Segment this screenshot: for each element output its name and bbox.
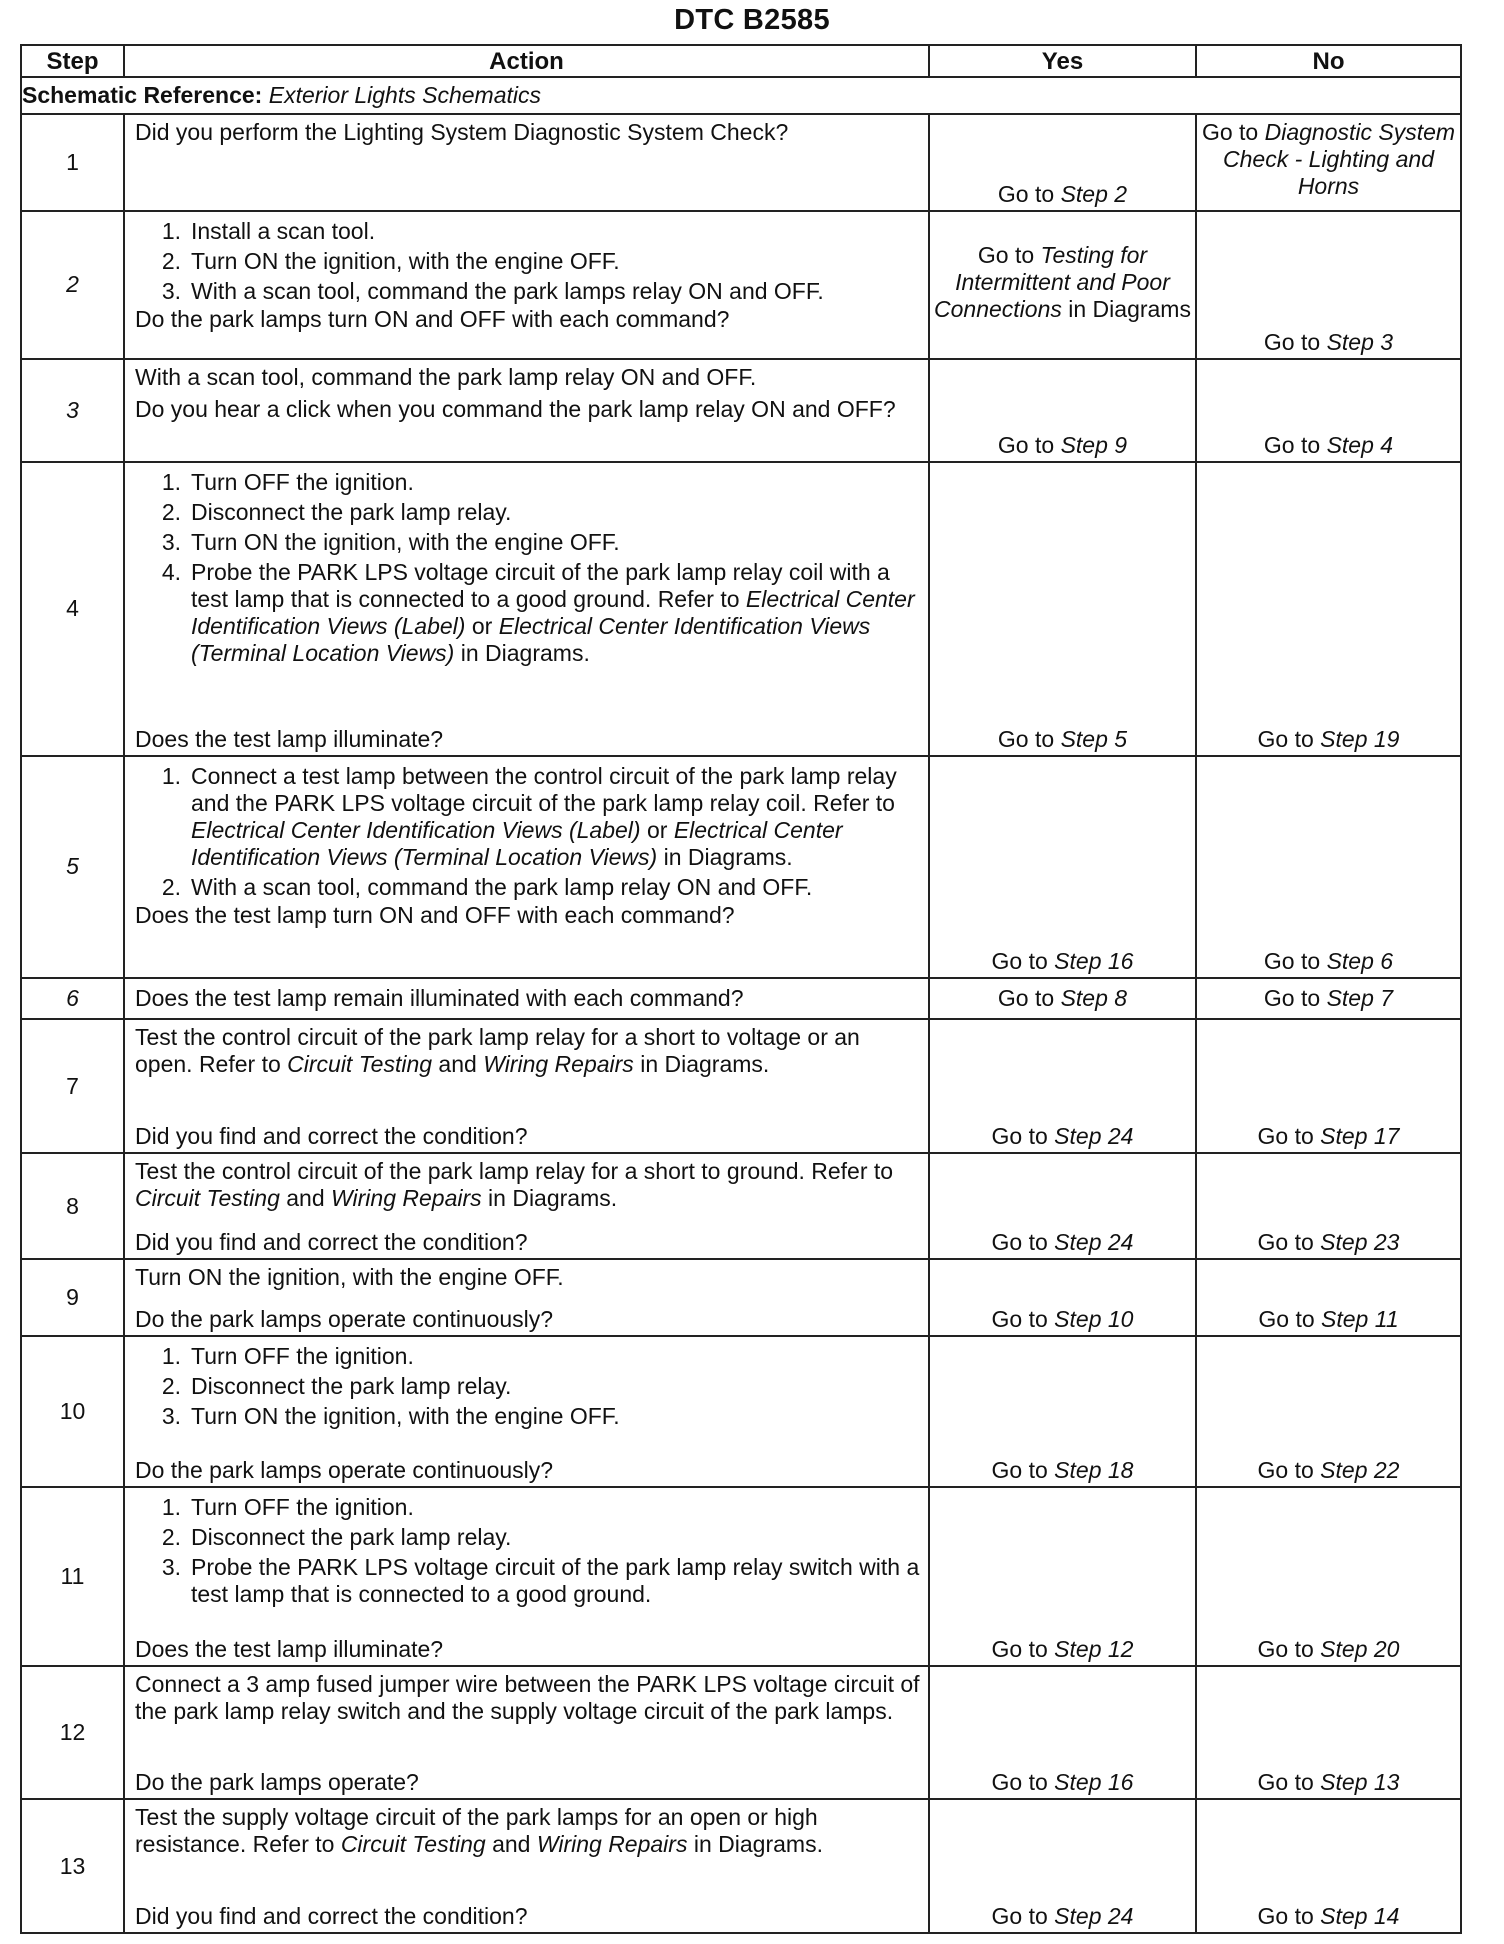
table-row	[21, 211, 1461, 359]
yes-cell	[929, 462, 1196, 756]
yes-prefix: Go to	[991, 1769, 1055, 1796]
no-step-link[interactable]: Step 11	[1321, 1305, 1399, 1332]
electrical-center-terminal-link[interactable]: Electrical Center Identification Views (Terminal Location Views)	[191, 613, 871, 667]
action-question: Did you find and correct the condition?	[135, 1903, 528, 1929]
action-question: Did you find and correct the condition?	[135, 1228, 528, 1255]
list-item: 3. Turn ON the ignition, with the engine OFF.	[161, 1402, 620, 1429]
yes-step-link[interactable]: Step 12	[1054, 1635, 1134, 1662]
header-step: Step	[21, 45, 124, 77]
yes-suffix: in Diagrams	[1061, 296, 1191, 322]
action-cell	[124, 756, 929, 979]
electrical-center-label-link[interactable]: Electrical Center Identification Views (Label)	[191, 816, 641, 843]
no-cell	[1196, 211, 1461, 359]
action-cell	[124, 211, 929, 359]
no-cell	[1196, 1336, 1461, 1488]
yes-cell	[929, 1799, 1196, 1933]
table-row	[21, 1259, 1461, 1336]
no-cell	[1196, 1799, 1461, 1933]
yes-prefix: Go to	[977, 242, 1041, 268]
yes-prefix: Go to	[997, 725, 1061, 752]
yes-cell	[929, 978, 1196, 1018]
no-prefix: Go to	[1201, 118, 1265, 145]
step-number: 9	[21, 1259, 124, 1336]
yes-step-link[interactable]: Step 24	[1054, 1903, 1134, 1929]
yes-step-link[interactable]: Testing for Intermittent and Poor Connections	[934, 242, 1170, 322]
no-step-link[interactable]: Step 17	[1320, 1123, 1400, 1150]
no-cell	[1196, 359, 1461, 462]
electrical-center-terminal-link[interactable]: Electrical Center Identification Views (Terminal Location Views)	[191, 816, 843, 870]
no-cell	[1196, 1487, 1461, 1665]
list-item: 2. With a scan tool, command the park lamp relay ON and OFF.	[161, 873, 813, 900]
step-number: 3	[21, 359, 124, 462]
action-question: Do the park lamps turn ON and OFF with each command?	[135, 306, 730, 332]
wiring-repairs-link[interactable]: Wiring Repairs	[483, 1050, 634, 1077]
list-item: 2. Turn ON the ignition, with the engine OFF.	[161, 248, 620, 274]
yes-cell	[929, 1336, 1196, 1488]
action-text: Test the control circuit of the park lamp relay for a short to voltage or an open. Refer to Circuit Testing and Wiring Repairs in Diagrams.	[135, 1023, 860, 1077]
yes-cell	[929, 1666, 1196, 1800]
list-item: 1. Turn OFF the ignition.	[161, 1494, 414, 1521]
no-step-link[interactable]: Step 23	[1320, 1228, 1400, 1255]
schematic-link[interactable]: Exterior Lights Schematics	[268, 82, 542, 109]
table-row	[21, 462, 1461, 756]
action-question: Does the test lamp illuminate?	[135, 1635, 444, 1662]
action-question: Did you find and correct the condition?	[135, 1123, 528, 1150]
header-no: No	[1196, 45, 1461, 77]
action-cell	[124, 1487, 929, 1665]
no-cell	[1196, 1019, 1461, 1154]
step-number: 11	[21, 1487, 124, 1665]
action-question: Does the test lamp remain illuminated with each command?	[135, 985, 744, 1012]
step-number: 6	[21, 978, 124, 1018]
table-row	[21, 1336, 1461, 1488]
action-text: Test the supply voltage circuit of the park lamps for an open or high resistance. Refer to Circuit Testing and Wiring Repairs in Diagrams.	[135, 1804, 823, 1858]
action-text: With a scan tool, command the park lamp relay ON and OFF.	[135, 363, 757, 390]
yes-step-link[interactable]: Step 5	[1060, 725, 1128, 752]
no-step-link[interactable]: Step 22	[1320, 1457, 1400, 1484]
table-row	[21, 756, 1461, 979]
list-item: 4. Probe the PARK LPS voltage circuit of the park lamp relay coil with a test lamp that is connected to a good ground. Refer to Electrical Center Identification Views (Label) or Electrical Center Identification Views (Terminal Location Views) in Diagrams.	[161, 559, 915, 667]
table-row	[21, 1666, 1461, 1800]
action-cell	[124, 462, 929, 756]
yes-prefix: Go to	[991, 1228, 1055, 1255]
schematic-row	[21, 77, 1461, 113]
yes-prefix: Go to	[991, 1457, 1055, 1484]
action-cell	[124, 1259, 929, 1336]
yes-step-link[interactable]: Step 18	[1054, 1457, 1134, 1484]
no-cell	[1196, 756, 1461, 979]
no-prefix: Go to	[1263, 328, 1327, 355]
list-item: 3. Turn ON the ignition, with the engine OFF.	[161, 529, 620, 556]
header-row	[21, 45, 1461, 77]
yes-step-link[interactable]: Step 16	[1054, 1769, 1134, 1796]
action-question: Do the park lamps operate continuously?	[135, 1305, 554, 1332]
table-row	[21, 359, 1461, 462]
step-number: 5	[21, 756, 124, 979]
wiring-repairs-link[interactable]: Wiring Repairs	[331, 1185, 482, 1212]
yes-cell	[929, 114, 1196, 211]
yes-cell	[929, 1487, 1196, 1665]
no-prefix: Go to	[1257, 1123, 1321, 1150]
table-row	[21, 1019, 1461, 1154]
step-number: 12	[21, 1666, 124, 1800]
no-prefix: Go to	[1263, 948, 1327, 975]
yes-step-link[interactable]: Step 16	[1054, 948, 1134, 975]
table-row	[21, 1487, 1461, 1665]
yes-step-link[interactable]: Step 24	[1054, 1228, 1134, 1255]
electrical-center-label-link[interactable]: Electrical Center Identification Views (Label)	[191, 586, 915, 640]
action-text: Turn ON the ignition, with the engine OFF.	[135, 1263, 564, 1290]
action-cell	[124, 978, 929, 1018]
no-step-link[interactable]: Step 20	[1320, 1635, 1400, 1662]
diagnostic-table	[20, 44, 1462, 1934]
yes-cell	[929, 211, 1196, 359]
table-row	[21, 978, 1461, 1018]
no-step-link[interactable]: Step 3	[1326, 328, 1394, 355]
action-cell	[124, 1336, 929, 1488]
header-action: Action	[124, 45, 929, 77]
yes-cell	[929, 359, 1196, 462]
yes-prefix: Go to	[991, 1903, 1055, 1929]
no-prefix: Go to	[1263, 985, 1327, 1012]
schematic-label: Schematic Reference:	[22, 82, 263, 109]
no-step-link[interactable]: Step 14	[1320, 1903, 1400, 1929]
yes-step-link[interactable]: Step 24	[1054, 1123, 1134, 1150]
no-cell	[1196, 1666, 1461, 1800]
action-text: Connect a 3 amp fused jumper wire between the PARK LPS voltage circuit of the park lamp relay switch and the supply voltage circuit of the park lamps.	[135, 1670, 920, 1724]
no-step-link[interactable]: Step 7	[1326, 985, 1394, 1012]
no-cell	[1196, 1153, 1461, 1258]
action-cell	[124, 1799, 929, 1933]
no-step-link[interactable]: Step 19	[1320, 725, 1400, 752]
table-row	[21, 114, 1461, 211]
list-item: 1. Turn OFF the ignition.	[161, 1342, 414, 1369]
no-prefix: Go to	[1257, 1457, 1321, 1484]
list-item: 1. Turn OFF the ignition.	[161, 469, 414, 496]
action-question: Do the park lamps operate continuously?	[135, 1457, 554, 1484]
no-step-link[interactable]: Step 4	[1326, 432, 1394, 459]
list-item: 3. With a scan tool, command the park lamps relay ON and OFF.	[161, 278, 824, 304]
yes-prefix: Go to	[991, 1305, 1055, 1332]
yes-step-link[interactable]: Step 9	[1060, 432, 1128, 459]
action-cell	[124, 1019, 929, 1154]
step-number: 2	[21, 211, 124, 359]
no-step-link[interactable]: Diagnostic System Check - Lighting and Horns	[1223, 118, 1456, 199]
yes-cell	[929, 1259, 1196, 1336]
circuit-testing-link[interactable]: Circuit Testing	[340, 1831, 486, 1858]
no-prefix: Go to	[1257, 1228, 1321, 1255]
list-item: 1. Install a scan tool.	[161, 218, 376, 244]
no-prefix: Go to	[1257, 1769, 1321, 1796]
yes-prefix: Go to	[991, 1123, 1055, 1150]
action-cell	[124, 114, 929, 211]
list-item: 3. Probe the PARK LPS voltage circuit of the park lamp relay switch with a test lamp that is connected to a good ground.	[161, 1554, 920, 1608]
circuit-testing-link[interactable]: Circuit Testing	[135, 1185, 280, 1212]
yes-step-link[interactable]: Step 2	[1060, 181, 1128, 207]
yes-step-link[interactable]: Step 10	[1054, 1305, 1134, 1332]
yes-cell	[929, 756, 1196, 979]
no-step-link[interactable]: Step 13	[1320, 1769, 1400, 1796]
action-question: Does the test lamp illuminate?	[135, 725, 444, 752]
no-prefix: Go to	[1257, 1635, 1321, 1662]
yes-prefix: Go to	[997, 432, 1061, 459]
step-number: 8	[21, 1153, 124, 1258]
list-item: 2. Disconnect the park lamp relay.	[161, 1524, 512, 1551]
no-cell	[1196, 1259, 1461, 1336]
no-prefix: Go to	[1257, 725, 1321, 752]
action-cell	[124, 359, 929, 462]
page-title: DTC B2585	[674, 4, 830, 36]
yes-prefix: Go to	[991, 948, 1055, 975]
list-item: 1. Connect a test lamp between the control circuit of the park lamp relay and the PARK LPS voltage circuit of the park lamp relay coil. Refer to Electrical Center Identification Views (Label) or Electrical Center Identification Views (Terminal Location Views) in Diagrams.	[161, 762, 897, 870]
table-row	[21, 1153, 1461, 1258]
action-cell	[124, 1153, 929, 1258]
action-question: Do you hear a click when you command the park lamp relay ON and OFF?	[135, 395, 896, 422]
yes-prefix: Go to	[991, 1635, 1055, 1662]
schematic-reference	[21, 77, 1461, 113]
yes-prefix: Go to	[997, 985, 1061, 1012]
no-prefix: Go to	[1258, 1305, 1322, 1332]
action-text: Test the control circuit of the park lamp relay for a short to ground. Refer to Circuit Testing and Wiring Repairs in Diagrams.	[135, 1158, 894, 1212]
step-number: 1	[21, 114, 124, 211]
no-prefix: Go to	[1263, 432, 1327, 459]
no-step-link[interactable]: Step 6	[1326, 948, 1394, 975]
action-question: Did you perform the Lighting System Diagnostic System Check?	[135, 118, 789, 145]
header-yes: Yes	[929, 45, 1196, 77]
no-cell	[1196, 462, 1461, 756]
no-cell	[1196, 114, 1461, 211]
list-item: 2. Disconnect the park lamp relay.	[161, 499, 512, 526]
list-item: 2. Disconnect the park lamp relay.	[161, 1372, 512, 1399]
yes-step-link[interactable]: Step 8	[1060, 985, 1128, 1012]
no-cell	[1196, 978, 1461, 1018]
wiring-repairs-link[interactable]: Wiring Repairs	[536, 1831, 688, 1858]
action-question: Do the park lamps operate?	[135, 1769, 419, 1796]
action-question: Does the test lamp turn ON and OFF with each command?	[135, 901, 735, 928]
step-number: 7	[21, 1019, 124, 1154]
action-cell	[124, 1666, 929, 1800]
circuit-testing-link[interactable]: Circuit Testing	[287, 1050, 433, 1077]
yes-prefix: Go to	[997, 181, 1061, 207]
table-row	[21, 1799, 1461, 1933]
yes-cell	[929, 1019, 1196, 1154]
no-prefix: Go to	[1257, 1903, 1321, 1929]
step-number: 4	[21, 462, 124, 756]
yes-cell	[929, 1153, 1196, 1258]
step-number: 13	[21, 1799, 124, 1933]
step-number: 10	[21, 1336, 124, 1488]
